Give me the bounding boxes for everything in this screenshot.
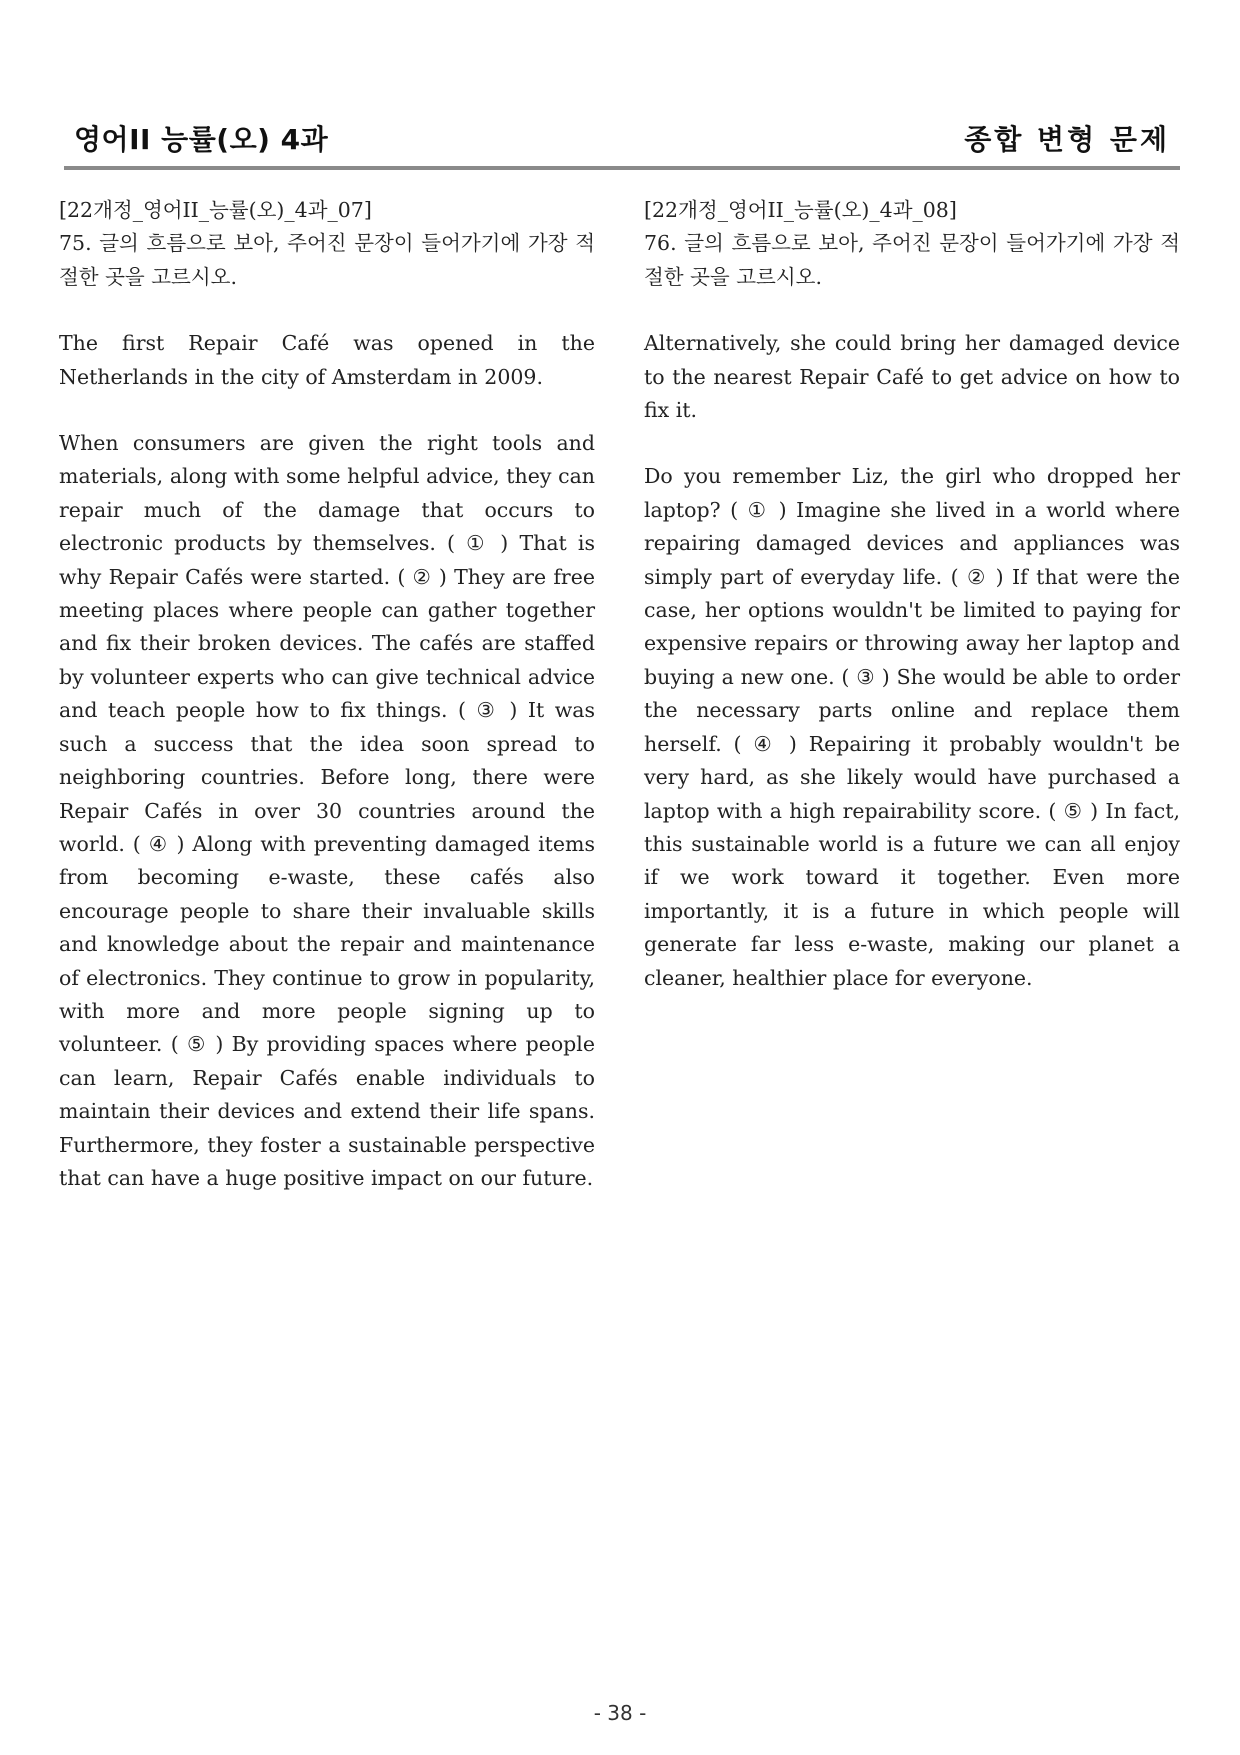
passage-text: Do you remember Liz, the girl who dropped her laptop? ( ① ) Imagine she lived in a world where repairing damaged devices and appliances was simply part of everyday life. ( ② ) If that were the case, her options wouldn't be limited to paying for expensive repairs or throwing away her laptop and buying a new one. ( ③ ) She would be able to order the necessary parts online and replace them herself. ( ④ ) Repairing it probably wouldn't be very hard, as she likely would have purchased a laptop with a high repairability score. ( ⑤ ) In fact, this sustainable world is a future we can all enjoy if we work toward it together. Even more importantly, it is a future in which people will generate far less e-waste, making our planet a cleaner, healthier place for everyone. — [644, 464, 1180, 990]
header-divider — [64, 166, 1180, 170]
header-title-right: 종합 변형 문제 — [964, 123, 1170, 156]
question-prompt: 76. 글의 흐름으로 보아, 주어진 문장이 들어가기에 가장 적절한 곳을 고르시오. — [644, 231, 1180, 289]
header-title-left: 영어II 능률(오) 4과 — [74, 123, 329, 156]
question-prompt: 75. 글의 흐름으로 보아, 주어진 문장이 들어가기에 가장 적절한 곳을 고르시오. — [59, 231, 595, 289]
page-header — [64, 118, 1180, 168]
given-sentence: The first Repair Café was opened in the Netherlands in the city of Amsterdam in 2009. — [59, 331, 595, 389]
page-number: - 38 - — [593, 1701, 647, 1725]
question-code: [22개정_영어II_능률(오)_4과_08] — [644, 198, 957, 222]
question-76 — [644, 194, 1180, 995]
passage-text: When consumers are given the right tools and materials, along with some helpful advice, they can repair much of the damage that occurs to electronic products by themselves. ( ① ) That is why Repair Cafés were started. ( ② ) They are free meeting places where people can gather together and fix their broken devices. The cafés are staffed by volunteer experts who can give technical advice and teach people how to fix things. ( ③ ) It was such a success that the idea soon spread to neighboring countries. Before long, there were Repair Cafés in over 30 countries around the world. ( ④ ) Along with preventing damaged items from becoming e-waste, these cafés also encourage people to share their invaluable skills and knowledge about the repair and maintenance of electronics. They continue to grow in popularity, with more and more people signing up to volunteer. ( ⑤ ) By providing spaces where people can learn, Repair Cafés enable individuals to maintain their devices and extend their life spans. Furthermore, they foster a sustainable perspective that can have a huge positive impact on our future. — [59, 431, 595, 1190]
question-75 — [59, 194, 595, 1195]
question-code: [22개정_영어II_능률(오)_4과_07] — [59, 198, 372, 222]
given-sentence: Alternatively, she could bring her damaged device to the nearest Repair Café to get advice on how to fix it. — [644, 331, 1180, 423]
